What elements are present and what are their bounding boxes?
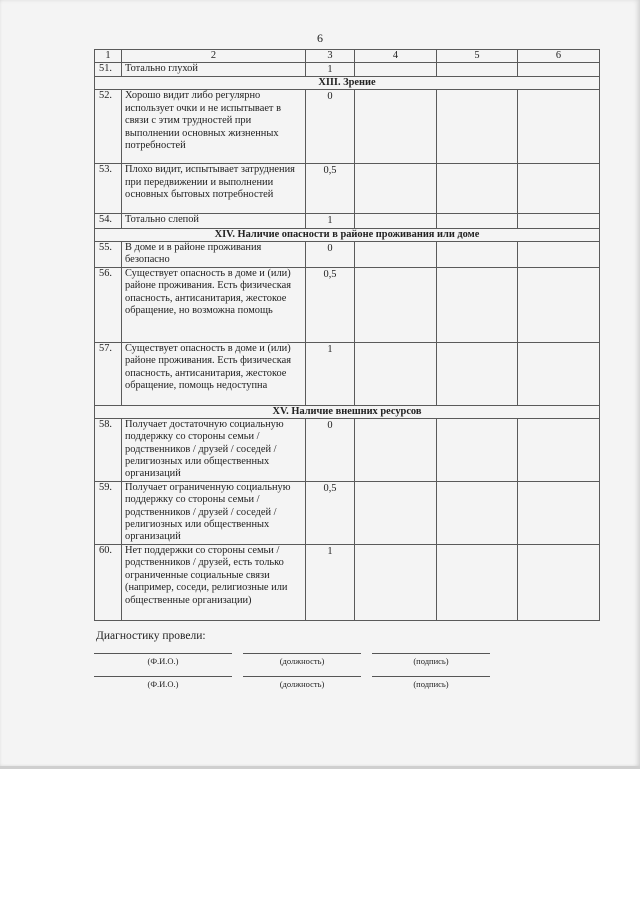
table-row xyxy=(95,267,600,342)
table-row xyxy=(95,241,600,267)
row-score: 1 xyxy=(306,63,355,77)
table-row xyxy=(95,164,600,214)
page-edge xyxy=(0,766,640,769)
row-number: 53. xyxy=(95,164,122,214)
header-cell: 5 xyxy=(437,50,518,63)
position-signature-line xyxy=(243,653,361,654)
empty-cell xyxy=(437,241,518,267)
empty-cell xyxy=(518,214,600,228)
name-signature-line xyxy=(94,676,232,677)
row-description: Тотально глухой xyxy=(122,63,306,77)
position-caption: (должность) xyxy=(279,656,325,666)
empty-cell xyxy=(518,544,600,620)
row-number: 60. xyxy=(95,544,122,620)
row-description: Получает ограниченную социальную поддержку со стороны семьи / родственников / друзей / соседей / религиозных или общественных организаций xyxy=(122,481,306,544)
header-cell: 3 xyxy=(306,50,355,63)
row-description: Существует опасность в доме и (или) районе проживания. Есть физическая опасность, антисанитария, жестокое обращение, помощь недоступна xyxy=(122,342,306,405)
row-description: В доме и в районе проживания безопасно xyxy=(122,241,306,267)
position-signature-line xyxy=(243,676,361,677)
position-caption: (должность) xyxy=(279,679,325,689)
header-cell: 1 xyxy=(95,50,122,63)
row-description: Получает достаточную социальную поддержку со стороны семьи / родственников / друзей / соседей / религиозных или общественных организаций xyxy=(122,418,306,481)
empty-cell xyxy=(437,544,518,620)
empty-cell xyxy=(355,90,437,164)
header-cell: 2 xyxy=(122,50,306,63)
row-number: 51. xyxy=(95,63,122,77)
empty-cell xyxy=(518,481,600,544)
empty-cell xyxy=(518,267,600,342)
row-score: 1 xyxy=(306,544,355,620)
empty-cell xyxy=(518,418,600,481)
row-number: 59. xyxy=(95,481,122,544)
name-signature-line xyxy=(94,653,232,654)
empty-cell xyxy=(437,63,518,77)
empty-cell xyxy=(437,90,518,164)
table-row xyxy=(95,342,600,405)
row-description: Тотально слепой xyxy=(122,214,306,228)
signature-caption: (подпись) xyxy=(413,679,449,689)
empty-cell xyxy=(355,241,437,267)
empty-cell xyxy=(355,544,437,620)
name-caption: (Ф.И.О.) xyxy=(147,679,179,689)
table-row xyxy=(95,90,600,164)
row-score: 0 xyxy=(306,241,355,267)
signature-line xyxy=(372,676,490,677)
diagnostics-label: Диагностику провели: xyxy=(96,630,206,642)
row-number: 52. xyxy=(95,90,122,164)
table-row xyxy=(95,481,600,544)
row-score: 0 xyxy=(306,90,355,164)
row-description: Хорошо видит либо регулярно использует очки и не испытывает в связи с этим трудностей при выполнении основных жизненных потребностей xyxy=(122,90,306,164)
row-description: Существует опасность в доме и (или) районе проживания. Есть физическая опасность, антисанитария, жестокое обращение, но возможна помощь xyxy=(122,267,306,342)
empty-cell xyxy=(518,90,600,164)
row-score: 1 xyxy=(306,342,355,405)
empty-cell xyxy=(355,342,437,405)
empty-cell xyxy=(355,267,437,342)
row-number: 55. xyxy=(95,241,122,267)
row-score: 1 xyxy=(306,214,355,228)
empty-cell xyxy=(437,267,518,342)
empty-cell xyxy=(437,164,518,214)
row-number: 57. xyxy=(95,342,122,405)
table-row xyxy=(95,418,600,481)
empty-cell xyxy=(518,241,600,267)
header-cell: 6 xyxy=(518,50,600,63)
row-score: 0,5 xyxy=(306,164,355,214)
table-row xyxy=(95,544,600,620)
table-header-row xyxy=(95,50,600,63)
empty-cell xyxy=(518,63,600,77)
table-row xyxy=(95,63,600,77)
signature-caption: (подпись) xyxy=(413,656,449,666)
empty-cell xyxy=(355,164,437,214)
section-title: XV. Наличие внешних ресурсов xyxy=(95,405,600,418)
header-cell: 4 xyxy=(355,50,437,63)
section-title: XIII. Зрение xyxy=(95,77,600,90)
empty-cell xyxy=(518,342,600,405)
empty-cell xyxy=(355,418,437,481)
table-row xyxy=(95,214,600,228)
empty-cell xyxy=(355,481,437,544)
page-number: 6 xyxy=(317,31,323,45)
section-title: XIV. Наличие опасности в районе проживания или доме xyxy=(95,228,600,241)
row-description: Нет поддержки со стороны семьи / родственников / друзей, есть только ограниченные социальные связи (например, соседи, религиозные или общественные организации) xyxy=(122,544,306,620)
row-score: 0 xyxy=(306,418,355,481)
section-heading-row xyxy=(95,77,600,90)
empty-cell xyxy=(437,342,518,405)
signature-line xyxy=(372,653,490,654)
empty-cell xyxy=(437,481,518,544)
empty-cell xyxy=(518,164,600,214)
row-score: 0,5 xyxy=(306,481,355,544)
row-number: 54. xyxy=(95,214,122,228)
assessment-table xyxy=(94,49,600,621)
row-number: 56. xyxy=(95,267,122,342)
section-heading-row xyxy=(95,228,600,241)
empty-cell xyxy=(437,214,518,228)
name-caption: (Ф.И.О.) xyxy=(147,656,179,666)
row-score: 0,5 xyxy=(306,267,355,342)
empty-cell xyxy=(355,214,437,228)
empty-cell xyxy=(437,418,518,481)
row-number: 58. xyxy=(95,418,122,481)
row-description: Плохо видит, испытывает затруднения при передвижении и выполнении основных бытовых потребностей xyxy=(122,164,306,214)
section-heading-row xyxy=(95,405,600,418)
empty-cell xyxy=(355,63,437,77)
